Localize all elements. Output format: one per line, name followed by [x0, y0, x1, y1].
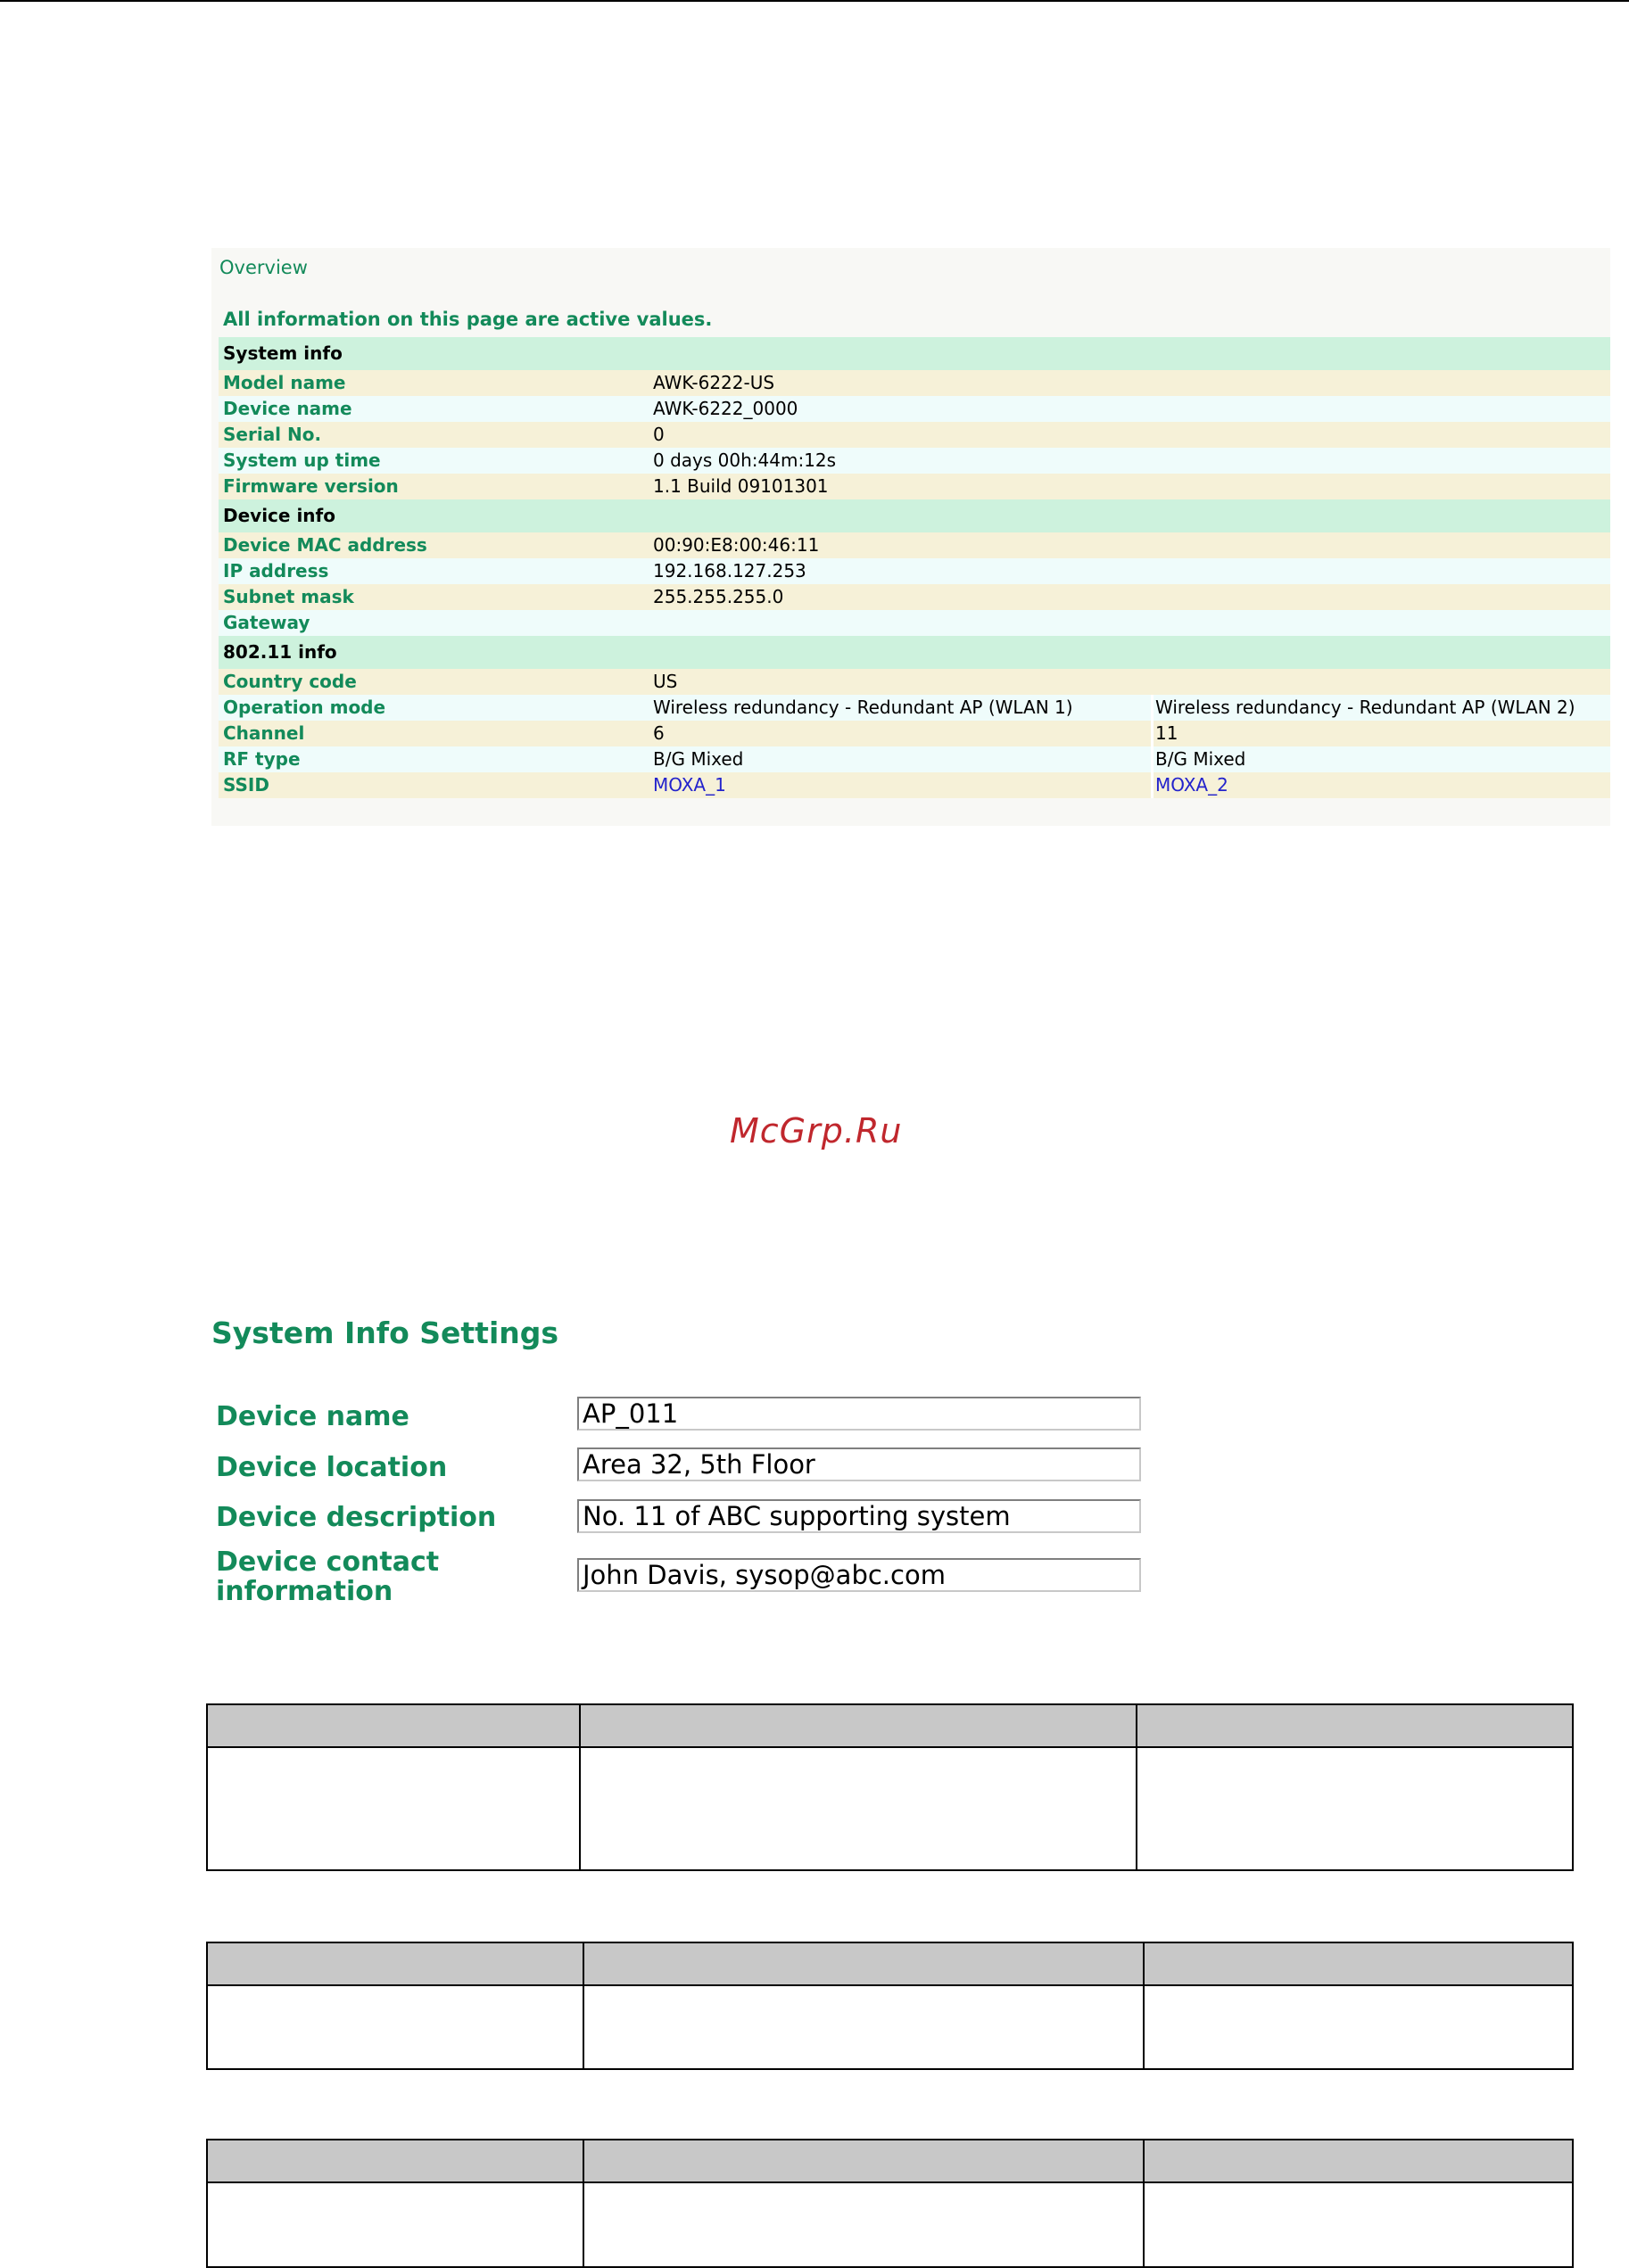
table-row: Model name AWK-6222-US — [219, 370, 1610, 396]
table-row: Gateway — [219, 610, 1610, 636]
device-contact-label: Device contact information — [216, 1546, 440, 1607]
ssid-link-wlan1[interactable]: MOXA_1 — [653, 774, 726, 796]
device-name-label: Device name — [216, 1401, 409, 1432]
table-row: SSID MOXA_1 MOXA_2 — [219, 772, 1610, 798]
overview-table — [219, 337, 1610, 798]
device-description-label: Device description — [216, 1502, 497, 1533]
parameter-table-3 — [206, 2139, 1574, 2268]
table-row: Device name AWK-6222_0000 — [219, 396, 1610, 422]
section-header-system-info: System info — [219, 337, 1610, 370]
table-row: Device MAC address 00:90:E8:00:46:11 — [219, 532, 1610, 558]
device-description-input[interactable]: No. 11 of ABC supporting system — [577, 1499, 1141, 1533]
table-header — [208, 1705, 1572, 1748]
ssid-link-wlan2[interactable]: MOXA_2 — [1155, 774, 1228, 796]
table-row: Country code US — [219, 669, 1610, 695]
table-row: Subnet mask 255.255.255.0 — [219, 584, 1610, 610]
table-row: Firmware version 1.1 Build 09101301 — [219, 474, 1610, 499]
system-info-settings-title: System Info Settings — [211, 1315, 559, 1350]
table-row: Operation mode Wireless redundancy - Redundant AP (WLAN 1) Wireless redundancy - Redundant AP (WLAN 2) — [219, 695, 1610, 721]
table-row: Serial No. 0 — [219, 422, 1610, 448]
device-contact-input[interactable]: John Davis, sysop@abc.com — [577, 1558, 1141, 1592]
section-header-device-info: Device info — [219, 499, 1610, 532]
table-header — [208, 2140, 1572, 2183]
table-row: IP address 192.168.127.253 — [219, 558, 1610, 584]
table-header — [208, 1943, 1572, 1986]
device-name-input[interactable]: AP_011 — [577, 1397, 1141, 1431]
table-row: RF type B/G Mixed B/G Mixed — [219, 746, 1610, 772]
top-rule — [0, 0, 1629, 2]
table-row: System up time 0 days 00h:44m:12s — [219, 448, 1610, 474]
device-location-label: Device location — [216, 1452, 448, 1483]
overview-note: All information on this page are active values. — [223, 309, 713, 330]
parameter-table-2 — [206, 1942, 1574, 2070]
table-row: Channel 6 11 — [219, 721, 1610, 746]
device-location-input[interactable]: Area 32, 5th Floor — [577, 1447, 1141, 1481]
overview-title: Overview — [219, 257, 308, 278]
parameter-table-1 — [206, 1703, 1574, 1871]
section-header-80211-info: 802.11 info — [219, 636, 1610, 669]
overview-panel — [211, 248, 1610, 826]
watermark: McGrp.Ru — [730, 1111, 903, 1150]
